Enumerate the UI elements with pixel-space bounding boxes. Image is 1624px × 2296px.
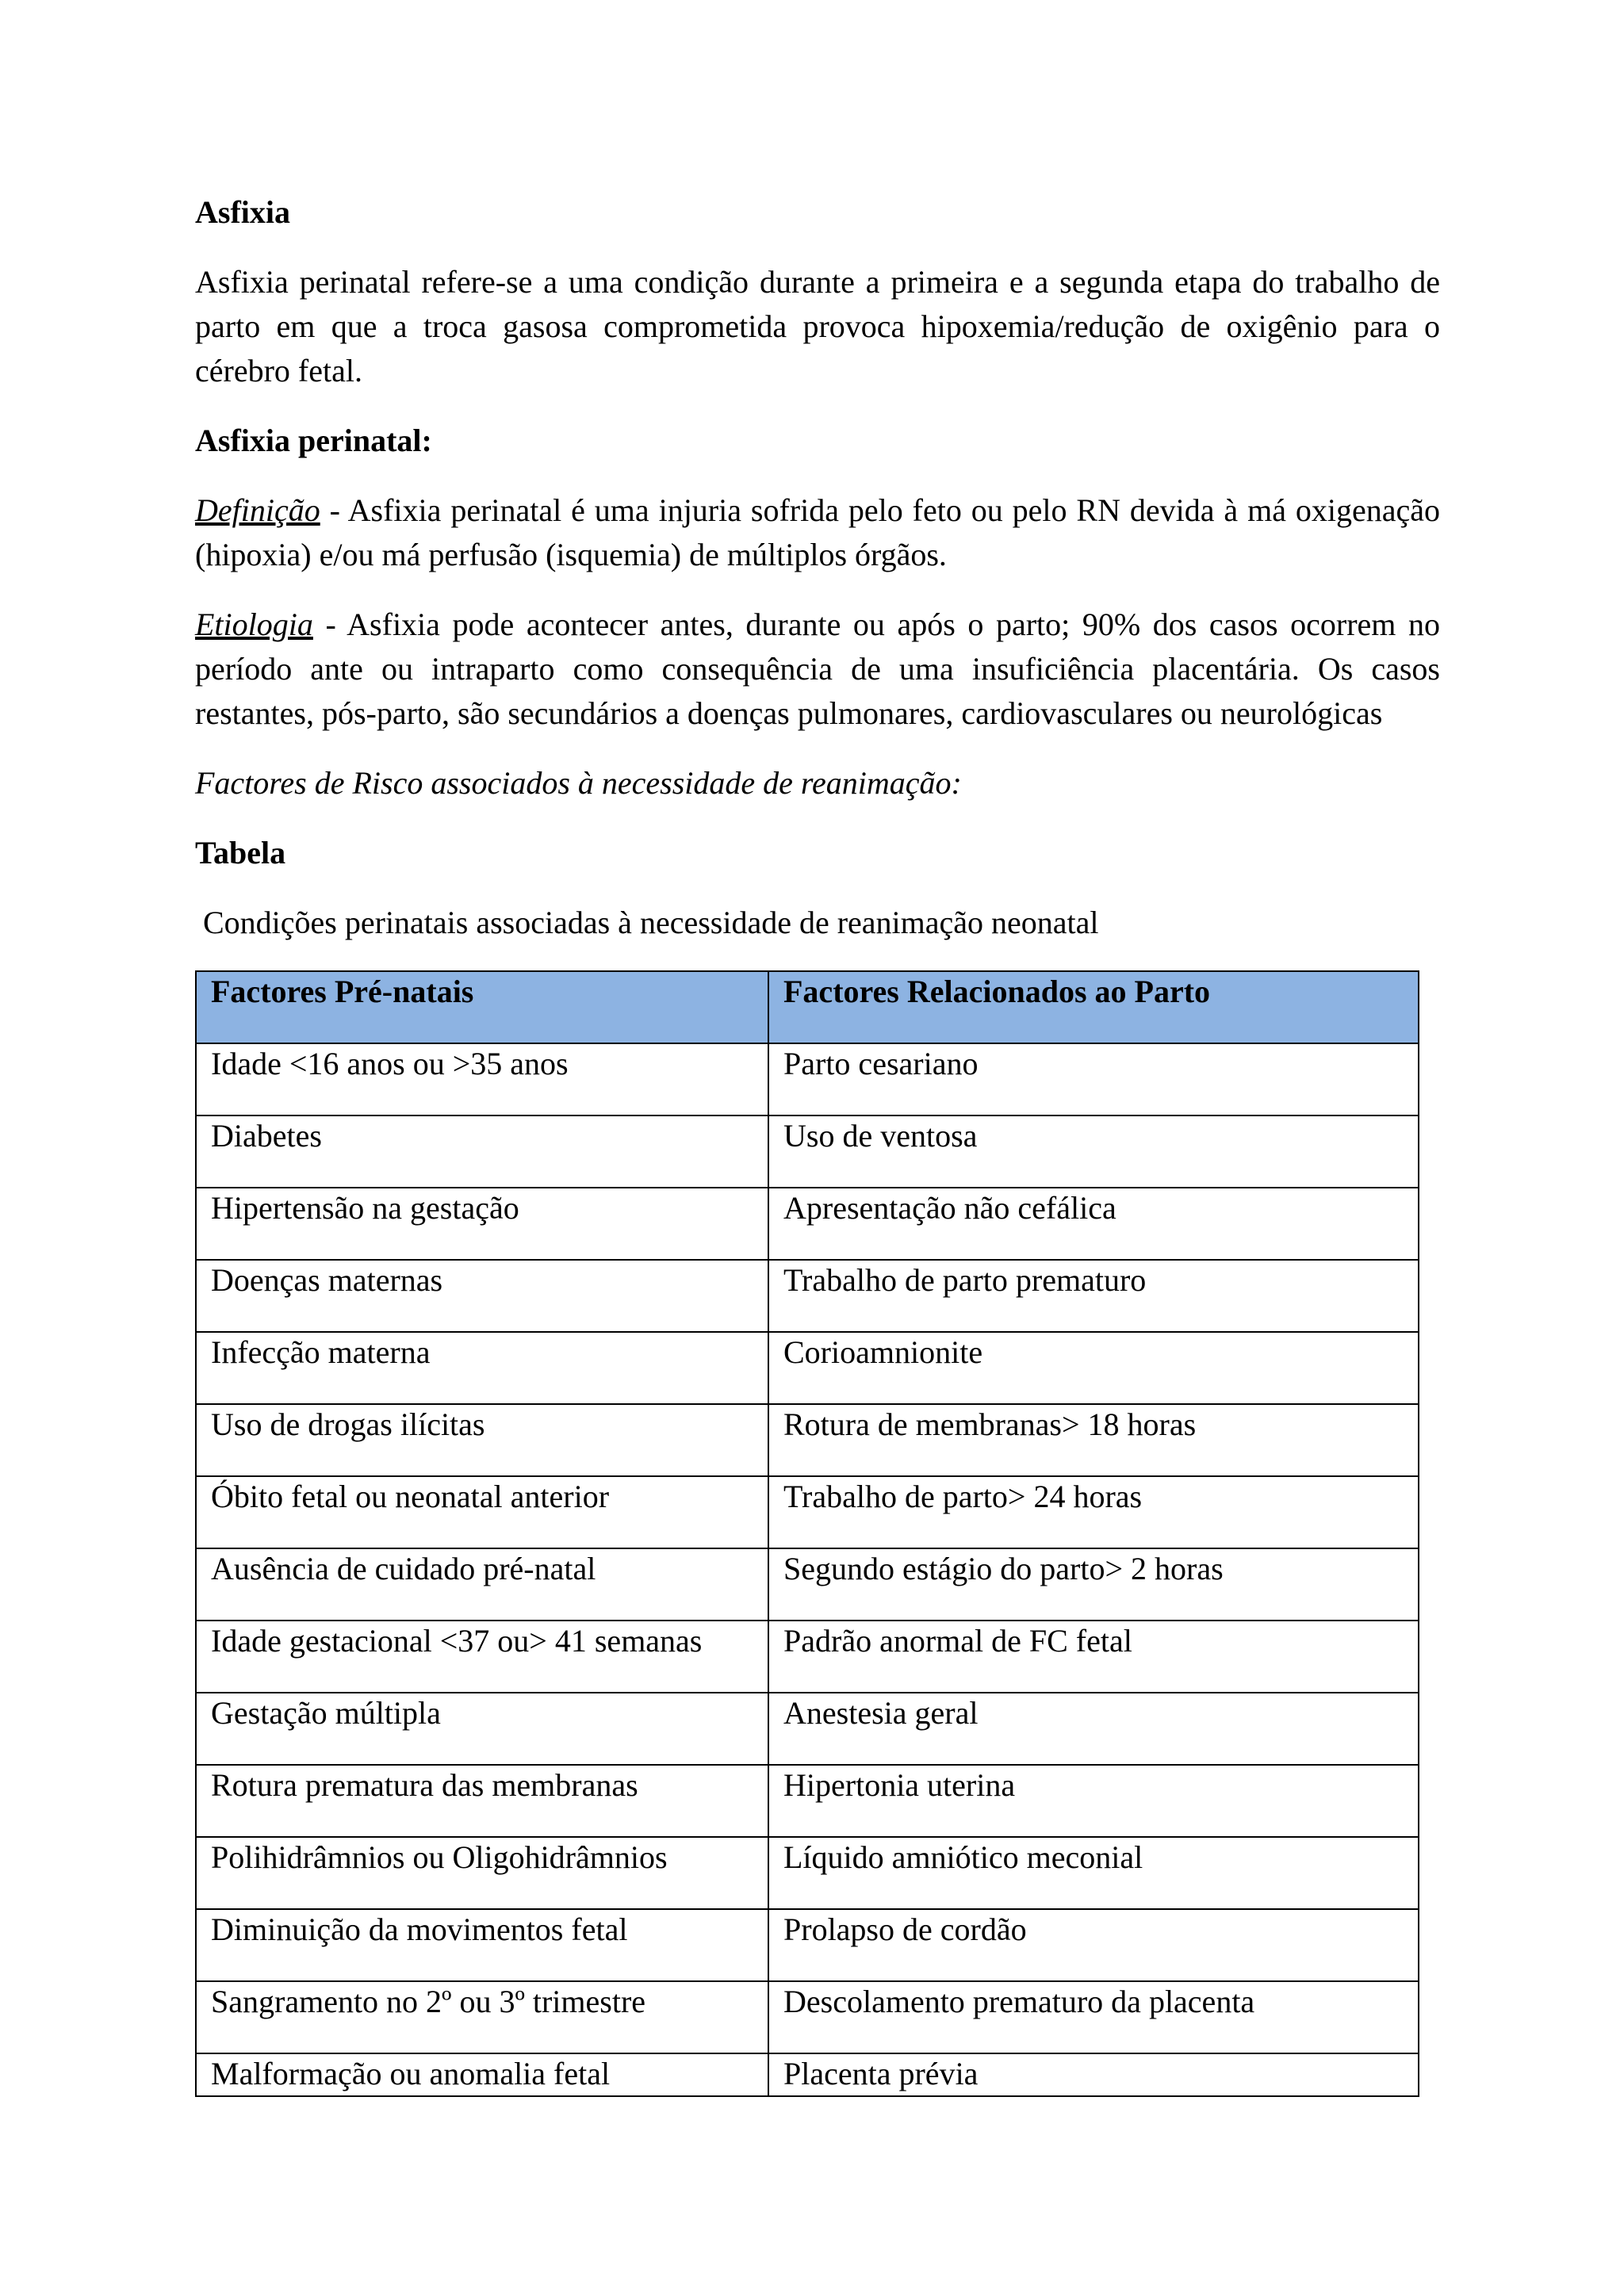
prenatal-factor-cell: Diabetes: [196, 1115, 768, 1188]
prenatal-factor-cell: Rotura prematura das membranas: [196, 1765, 768, 1837]
delivery-factor-cell: Placenta prévia: [768, 2053, 1419, 2096]
prenatal-factor-cell: Idade gestacional <37 ou> 41 semanas: [196, 1621, 768, 1693]
delivery-factor-cell: Parto cesariano: [768, 1043, 1419, 1115]
prenatal-factor-cell: Ausência de cuidado pré-natal: [196, 1548, 768, 1621]
header-delivery-factors: Factores Relacionados ao Parto: [768, 971, 1419, 1043]
table-heading: Tabela: [195, 835, 286, 871]
table-caption: Condições perinatais associadas à necessidade de reanimação neonatal: [203, 905, 1099, 940]
table-row: [196, 1115, 1419, 1188]
etiology-text: - Asfixia pode acontecer antes, durante ou após o parto; 90% dos casos ocorrem no período ante ou intraparto como consequência de uma insuficiência placentária. Os casos restantes, pós-parto, são secundários a doenças pulmonares, cardiovasculares ou neurológicas: [195, 607, 1440, 731]
delivery-factor-cell: Anestesia geral: [768, 1693, 1419, 1765]
table-row: [196, 1837, 1419, 1909]
definition-paragraph: [195, 488, 1440, 577]
table-row: [196, 1332, 1419, 1404]
table-row: [196, 2053, 1419, 2096]
prenatal-factor-cell: Óbito fetal ou neonatal anterior: [196, 1476, 768, 1548]
prenatal-factor-cell: Infecção materna: [196, 1332, 768, 1404]
table-row: [196, 1476, 1419, 1548]
table-row: [196, 1765, 1419, 1837]
document-page: [195, 190, 1440, 2097]
table-row: [196, 1260, 1419, 1332]
prenatal-factor-cell: Diminuição da movimentos fetal: [196, 1909, 768, 1981]
delivery-factor-cell: Corioamnionite: [768, 1332, 1419, 1404]
prenatal-factor-cell: Gestação múltipla: [196, 1693, 768, 1765]
risk-factors-table: [195, 970, 1419, 2097]
delivery-factor-cell: Líquido amniótico meconial: [768, 1837, 1419, 1909]
delivery-factor-cell: Prolapso de cordão: [768, 1909, 1419, 1981]
risk-factors-intro: Factores de Risco associados à necessidade de reanimação:: [195, 765, 962, 801]
delivery-factor-cell: Apresentação não cefálica: [768, 1188, 1419, 1260]
table-row: [196, 1548, 1419, 1621]
prenatal-factor-cell: Malformação ou anomalia fetal: [196, 2053, 768, 2096]
etiology-paragraph: [195, 603, 1440, 736]
table-row: [196, 1693, 1419, 1765]
table-row: [196, 1981, 1419, 2053]
prenatal-factor-cell: Sangramento no 2º ou 3º trimestre: [196, 1981, 768, 2053]
delivery-factor-cell: Rotura de membranas> 18 horas: [768, 1404, 1419, 1476]
table-header-row: [196, 971, 1419, 1043]
delivery-factor-cell: Hipertonia uterina: [768, 1765, 1419, 1837]
table-row: [196, 1188, 1419, 1260]
page-title: Asfixia: [195, 194, 290, 230]
section-subtitle: Asfixia perinatal:: [195, 423, 432, 458]
prenatal-factor-cell: Polihidrâmnios ou Oligohidrâmnios: [196, 1837, 768, 1909]
delivery-factor-cell: Descolamento prematuro da placenta: [768, 1981, 1419, 2053]
delivery-factor-cell: Segundo estágio do parto> 2 horas: [768, 1548, 1419, 1621]
delivery-factor-cell: Padrão anormal de FC fetal: [768, 1621, 1419, 1693]
definition-label: Definição: [195, 492, 320, 528]
delivery-factor-cell: Uso de ventosa: [768, 1115, 1419, 1188]
prenatal-factor-cell: Doenças maternas: [196, 1260, 768, 1332]
delivery-factor-cell: Trabalho de parto> 24 horas: [768, 1476, 1419, 1548]
header-prenatal-factors: Factores Pré-natais: [196, 971, 768, 1043]
table-row: [196, 1621, 1419, 1693]
prenatal-factor-cell: Uso de drogas ilícitas: [196, 1404, 768, 1476]
delivery-factor-cell: Trabalho de parto prematuro: [768, 1260, 1419, 1332]
table-row: [196, 1909, 1419, 1981]
definition-text: - Asfixia perinatal é uma injuria sofrida pelo feto ou pelo RN devida à má oxigenação (hipoxia) e/ou má perfusão (isquemia) de múltiplos órgãos.: [195, 492, 1440, 572]
prenatal-factor-cell: Idade <16 anos ou >35 anos: [196, 1043, 768, 1115]
prenatal-factor-cell: Hipertensão na gestação: [196, 1188, 768, 1260]
table-row: [196, 1043, 1419, 1115]
etiology-label: Etiologia: [195, 607, 313, 642]
intro-paragraph: Asfixia perinatal refere-se a uma condição durante a primeira e a segunda etapa do trabalho de parto em que a troca gasosa comprometida provoca hipoxemia/redução de oxigênio para o cérebro fetal.: [195, 264, 1440, 388]
table-row: [196, 1404, 1419, 1476]
